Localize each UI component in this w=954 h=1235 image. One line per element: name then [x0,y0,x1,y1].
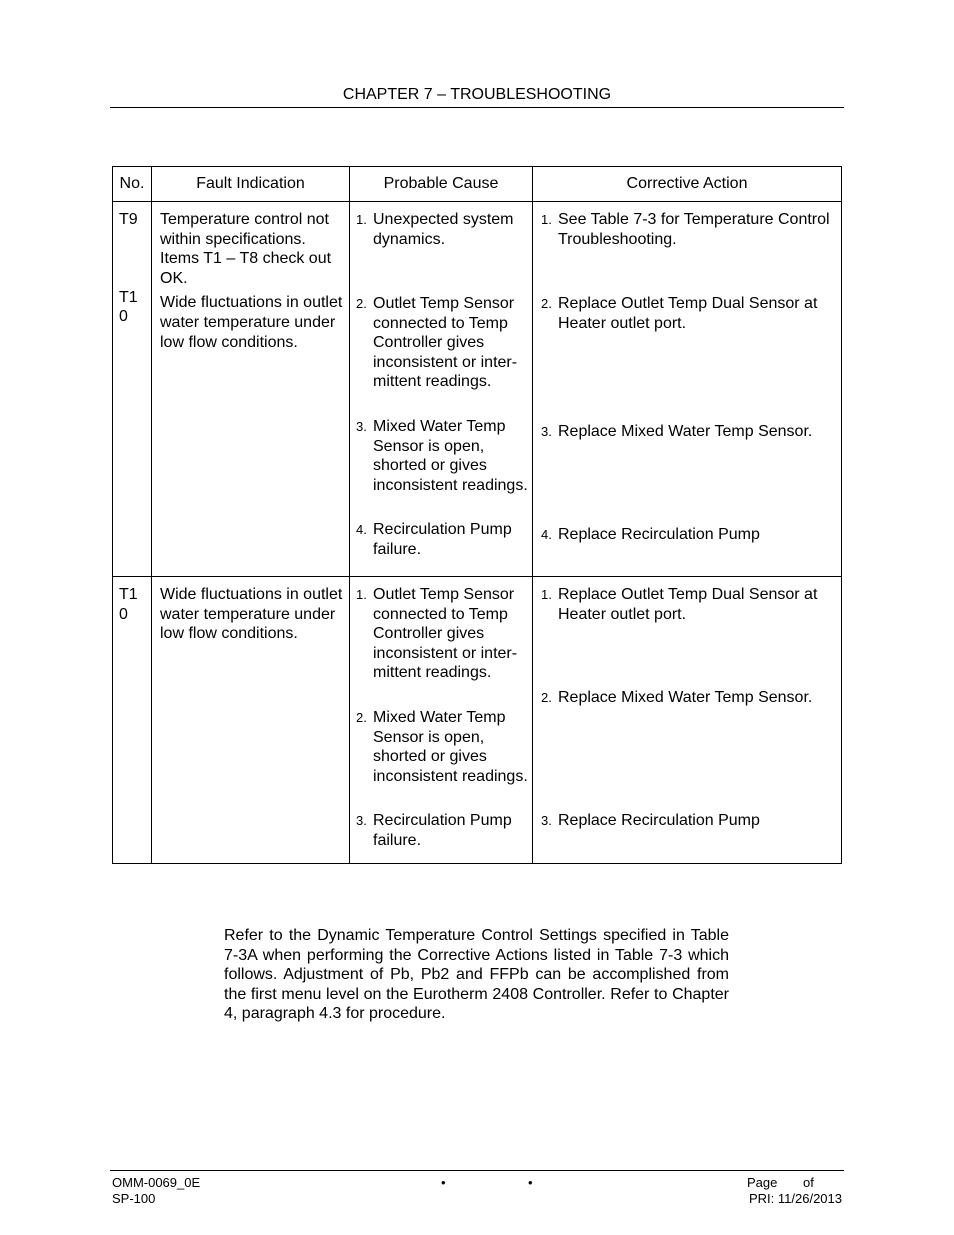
list-item [541,688,837,811]
item-number: 3. [356,813,367,828]
fault-text: Wide fluctuations in outlet water temperature under low flow conditions. [160,294,343,351]
list-item [541,525,837,545]
footer-page-label: Page [747,1175,778,1190]
footer-model: SP-100 [112,1191,156,1206]
list-item [356,210,528,294]
item-text: Mixed Water Temp Sensor is open, shorted or gives inconsistent readings. [373,418,528,494]
fault-cell [152,577,350,864]
list-item [541,210,837,294]
row-number: 0 [119,308,128,326]
action-cell [533,577,842,864]
table-row [113,202,842,577]
item-text: Replace Outlet Temp Dual Sensor at Heater outlet port. [558,586,818,623]
item-text: Replace Outlet Temp Dual Sensor at Heater outlet port. [558,295,818,332]
body-paragraph: Refer to the Dynamic Temperature Control Settings specified in Table 7-3A when performing the Corrective Actions listed in Table 7-3 which follows. Adjustment of Pb, Pb2 and FFPb can be accomplished from the first menu level on the Eurotherm 2408 Controller. Refer to Chapter 4, paragraph 4.3 for procedure. [224,927,729,1023]
row-number-cell [113,577,152,864]
item-text: Replace Recirculation Pump [558,812,760,829]
footer-doc-number: OMM-0069_0E [112,1175,201,1190]
item-number: 1. [356,212,367,227]
row-number-cell [113,202,152,577]
footer-rule [110,1170,844,1171]
list-item [356,811,528,850]
action-cell [533,202,842,577]
col-header-fault: Fault Indication [152,167,350,202]
row-number: T1 [119,586,138,603]
list-item [541,294,837,422]
item-number: 2. [356,296,367,311]
item-number: 2. [541,690,552,705]
item-number: 4. [541,527,552,542]
item-text: Replace Mixed Water Temp Sensor. [558,689,813,706]
item-number: 2. [541,296,552,311]
list-item [356,417,528,520]
list-item [541,422,837,525]
footer-revision: PRI: 11/26/2013 [749,1191,842,1206]
fault-cell [152,202,350,577]
list-item [541,585,837,688]
item-text: Recirculation Pump failure. [373,521,512,558]
list-item [356,585,528,708]
col-header-action: Corrective Action [533,167,842,202]
fault-text: Wide fluctuations in outlet water temperature under low flow conditions. [160,586,343,643]
col-header-no: No. [113,167,152,202]
item-number: 1. [541,212,552,227]
list-item [541,811,837,831]
footer-bullet: • [528,1175,533,1190]
item-number: 3. [541,424,552,439]
fault-text: Temperature control not within specifications. Items T1 – T8 check out OK. [160,211,332,287]
table-header-row [113,167,842,202]
item-text: Mixed Water Temp Sensor is open, shorted or gives inconsistent readings. [373,709,528,785]
item-number: 2. [356,710,367,725]
troubleshooting-table [112,166,842,864]
table-row [113,577,842,864]
item-text: Unexpected system dynamics. [373,211,514,248]
item-text: See Table 7-3 for Temperature Control Troubleshooting. [558,211,830,248]
cause-cell [350,577,533,864]
item-text: Recirculation Pump failure. [373,812,512,849]
item-text: Replace Mixed Water Temp Sensor. [558,423,813,440]
item-number: 3. [356,419,367,434]
item-number: 4. [356,522,367,537]
row-number: T9 [119,211,138,228]
col-header-cause: Probable Cause [350,167,533,202]
cause-cell [350,202,533,577]
item-text: Replace Recirculation Pump [558,526,760,543]
item-text: Outlet Temp Sensor connected to Temp Controller gives inconsistent or inter-mittent readings. [373,295,518,391]
list-item [356,520,528,559]
footer-bullet: • [441,1175,446,1190]
row-number: 0 [119,605,128,623]
item-number: 1. [356,587,367,602]
item-text: Outlet Temp Sensor connected to Temp Controller gives inconsistent or inter-mittent readings. [373,586,518,682]
header-rule [110,107,844,108]
item-number: 1. [541,587,552,602]
footer-of-label: of [803,1175,814,1190]
row-number: T1 [119,288,138,306]
chapter-title: CHAPTER 7 – TROUBLESHOOTING [342,86,612,103]
item-number: 3. [541,813,552,828]
list-item [356,708,528,811]
list-item [356,294,528,417]
